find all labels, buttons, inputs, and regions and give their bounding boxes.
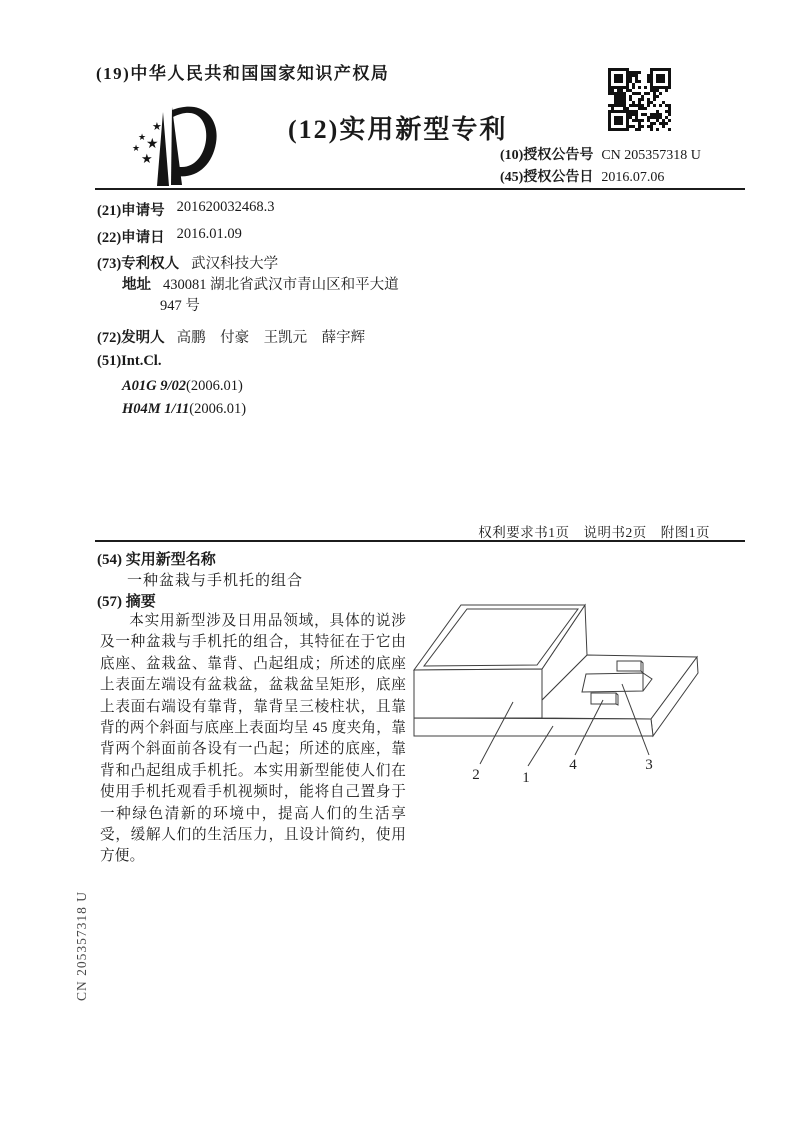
abstract-text: 本实用新型涉及日用品领域，具体的说涉及一种盆栽与手机托的组合，其特征在于它由底座、盆栽盆、靠背、凸起组成；所述的底座上表面左端设有盆栽盆，盆栽盆呈矩形，底座上表面右端设有靠背，靠背呈三棱柱状，且靠背的两个斜面与底座上表面均呈 45 度夹角，靠背两个斜面前各设有一凸起；所述的底座，靠背和凸起组成手机托。本实用新型能使人们在使用手机托观看手机视频时，能将自己置身于一种绿色清新的环境中，提高人们的生活享受，缓解人们的生活压力，且设计简约，使用方便。	[100, 613, 406, 865]
ipc-entry	[122, 378, 243, 395]
abstract-section-label: (57) 摘要	[97, 594, 156, 610]
ipc-version: (2006.01)	[189, 401, 247, 417]
cnipa-logo-icon	[112, 96, 227, 196]
base-front-face	[414, 718, 653, 736]
application-date-row	[97, 226, 242, 247]
application-number-value: 201620032468.3	[176, 199, 275, 215]
inventors-row	[97, 326, 365, 347]
qr-code	[608, 68, 671, 131]
patentee-value: 武汉科技大学	[191, 256, 279, 272]
backrest-prism	[582, 673, 652, 692]
ipc-code: A01G 9/02	[122, 378, 187, 394]
publication-number-row	[500, 145, 701, 167]
svg-text:★: ★	[141, 152, 153, 167]
callout-1: 1	[522, 770, 530, 786]
planter-front-face	[414, 669, 542, 718]
svg-text:★: ★	[146, 136, 159, 152]
address-line1: 430081 湖北省武汉市青山区和平大道	[163, 277, 399, 293]
address-label: 地址	[122, 277, 151, 293]
rear-bump	[617, 661, 641, 671]
address-line2: 947 号	[160, 298, 200, 314]
patent-drawing	[410, 585, 720, 795]
svg-text:★: ★	[152, 120, 162, 133]
address-row	[122, 273, 399, 294]
issuing-office: (19)中华人民共和国国家知识产权局	[96, 64, 390, 83]
ipc-label: (51)Int.Cl.	[97, 353, 162, 369]
application-number-row	[97, 199, 275, 220]
callout-2: 2	[472, 767, 480, 783]
application-number-label: (21)申请号	[97, 203, 165, 219]
invention-title: 一种盆栽与手机托的组合	[127, 573, 304, 589]
inventors-label: (72)发明人	[97, 330, 165, 346]
side-publication-code: CN 205357318 U	[74, 891, 89, 1002]
callout-3: 3	[645, 757, 653, 773]
publication-number-label: (10)授权公告号	[500, 148, 594, 163]
patentee-row	[97, 252, 278, 273]
application-date-value: 2016.01.09	[176, 226, 242, 242]
ipc-entry	[122, 401, 246, 418]
section-divider	[95, 540, 745, 542]
patentee-label: (73)专利权人	[97, 256, 180, 272]
header-divider	[95, 188, 745, 190]
ipc-code: H04M 1/11	[122, 401, 190, 417]
document-kind-title: (12)实用新型专利	[288, 115, 508, 144]
publication-block	[500, 145, 701, 189]
front-bump	[591, 693, 616, 704]
svg-text:★: ★	[132, 144, 141, 154]
pages-summary: 权利要求书1页 说明书2页 附图1页	[478, 525, 710, 540]
svg-text:★: ★	[138, 133, 147, 143]
callout-4: 4	[569, 757, 577, 773]
application-date-label: (22)申请日	[97, 230, 165, 246]
publication-date-label: (45)授权公告日	[500, 170, 594, 185]
inventors-value: 高鹏 付豪 王凯元 薛宇辉	[176, 330, 366, 346]
publication-date-row	[500, 167, 701, 189]
title-section-label: (54) 实用新型名称	[97, 552, 216, 568]
publication-number-value: CN 205357318 U	[601, 148, 701, 163]
ipc-version: (2006.01)	[186, 378, 243, 394]
publication-date-value: 2016.07.06	[601, 170, 665, 185]
ipc-section-row	[97, 353, 161, 370]
